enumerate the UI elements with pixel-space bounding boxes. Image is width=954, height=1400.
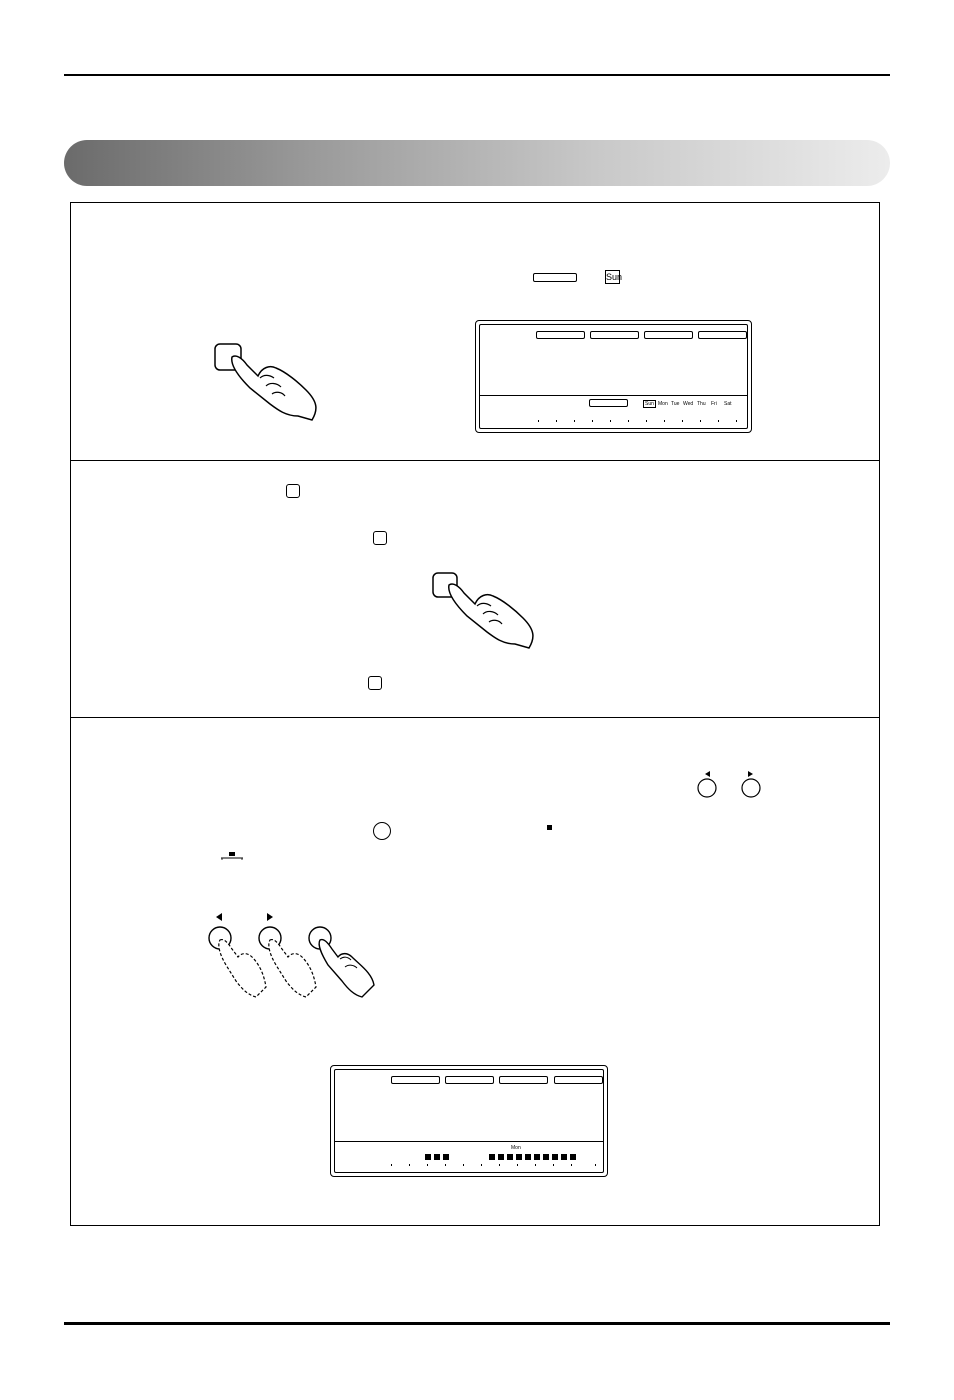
pointing-hand-icon xyxy=(200,330,330,430)
lcd-day-sun: Sun xyxy=(645,401,654,407)
lcd-segment-4 xyxy=(554,1076,603,1084)
lcd-day-mon: Mon xyxy=(511,1145,521,1151)
header-rule xyxy=(64,74,890,76)
pointing-hand-icon xyxy=(425,565,555,665)
step2-inline-button-icon xyxy=(286,484,300,498)
lcd-day-thu: Thu xyxy=(697,401,706,407)
lcd-segment-3 xyxy=(644,331,693,339)
step3-segment-mark xyxy=(547,825,552,830)
lcd-day-segment xyxy=(589,399,628,407)
step2-inline-button-icon-2 xyxy=(373,531,387,545)
footer-rule xyxy=(64,1322,890,1325)
step3-lcd-display xyxy=(330,1065,608,1177)
lcd-segment-2 xyxy=(590,331,639,339)
lcd-segment-1 xyxy=(391,1076,440,1084)
lcd-segment-4 xyxy=(698,331,747,339)
lcd-day-fri: Fri xyxy=(711,401,717,407)
section-banner xyxy=(64,140,890,186)
lcd-day-wed: Wed xyxy=(683,401,694,407)
step1-press-hand xyxy=(200,330,330,430)
left-arrow-icon xyxy=(216,913,222,921)
step3-left-arrow-button xyxy=(697,770,719,800)
lcd-day-mon: Mon xyxy=(658,401,668,407)
lcd-separator xyxy=(335,1141,603,1142)
lcd-segment-1 xyxy=(536,331,585,339)
lcd-day-tue: Tue xyxy=(671,401,680,407)
step3-inline-round-button-icon xyxy=(373,822,391,840)
step2-inline-button-icon-3 xyxy=(368,676,382,690)
step1-lcd-display xyxy=(475,320,752,433)
lcd-segment-2 xyxy=(445,1076,494,1084)
step3-button-press-group xyxy=(190,905,390,1005)
step1-sun-indicator: Sun xyxy=(606,272,623,282)
step3-right-arrow-button xyxy=(740,770,762,800)
pointing-hand-icon xyxy=(190,905,390,1005)
right-arrow-icon xyxy=(267,913,273,921)
step-divider-2 xyxy=(70,717,880,718)
step3-timeline-mark xyxy=(220,848,244,858)
step2-press-hand xyxy=(425,565,555,665)
step-divider-1 xyxy=(70,460,880,461)
step1-segment-indicator xyxy=(533,273,577,282)
left-arrow-button-icon xyxy=(697,770,719,800)
right-arrow-button-icon xyxy=(740,770,762,800)
lcd-separator xyxy=(480,395,747,396)
lcd-day-sat: Sat xyxy=(724,401,732,407)
lcd-segment-3 xyxy=(499,1076,548,1084)
